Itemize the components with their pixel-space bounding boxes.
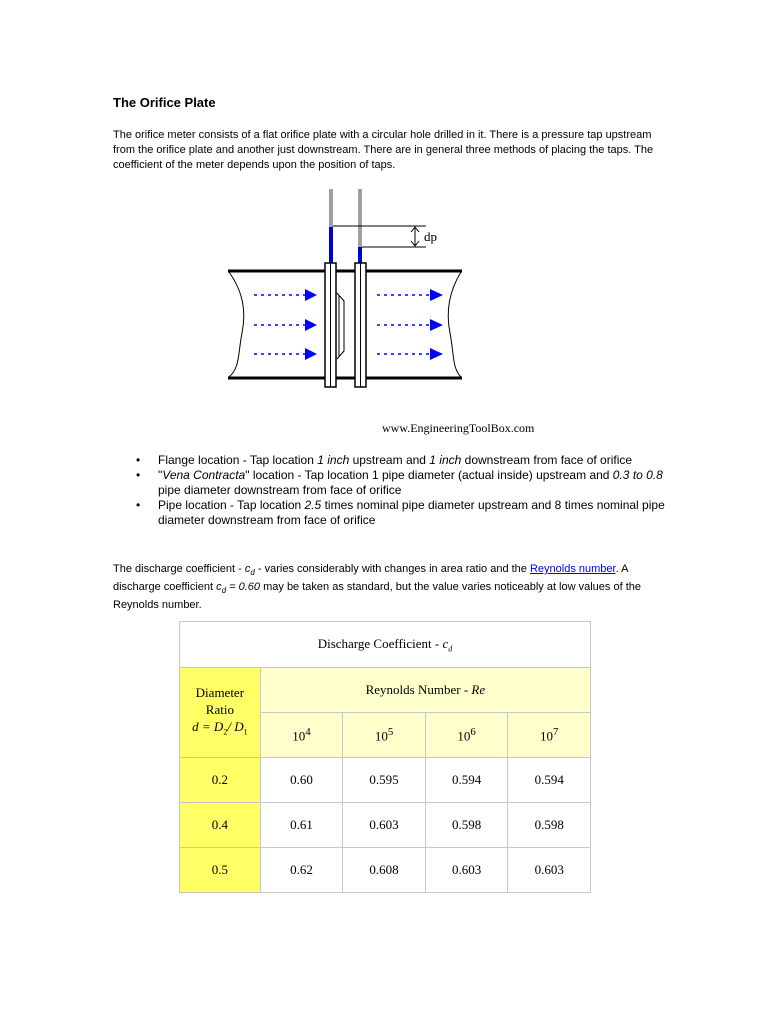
value-cell: 0.62 (260, 848, 343, 893)
upstream-flow-arrows (254, 289, 317, 360)
value-cell: 0.61 (260, 803, 343, 848)
list-item: • Flange location - Tap location 1 inch upstream and 1 inch downstream from face of orifice (136, 453, 633, 467)
intro-paragraph: The orifice meter consists of a flat orifice plate with a circular hole drilled in it. There is a pressure tap upstream from the orifice plate and another just downstream. There are in general three methods of placing the taps. The coefficient of the meter depends upon the position of taps. (113, 129, 654, 171)
re-column-header: $10^7$ (508, 713, 591, 758)
value-cell: 0.598 (508, 803, 591, 848)
table-row (180, 848, 591, 893)
image-credit: www.EngineeringToolBox.com (382, 421, 535, 435)
table-caption: Discharge Coefficient - $c_d$ (180, 622, 591, 668)
pipe-left-break (229, 272, 244, 377)
value-cell: 0.598 (425, 803, 508, 848)
orifice-diagram (216, 183, 556, 443)
reynolds-number-header: Reynolds Number - Re (260, 668, 590, 713)
dp-label: dp (424, 229, 437, 244)
page-title: The Orifice Plate (113, 95, 216, 110)
diameter-ratio-header: Diameter Ratio $d = D_2/$ $D_1$ (180, 668, 261, 758)
value-cell: 0.595 (343, 758, 426, 803)
value-cell: 0.603 (425, 848, 508, 893)
discharge-coefficient-table (179, 621, 591, 893)
ratio-cell: 0.4 (180, 803, 261, 848)
value-cell: 0.603 (343, 803, 426, 848)
re-column-header: $10^6$ (425, 713, 508, 758)
bullet: • (136, 453, 141, 467)
value-cell: 0.603 (508, 848, 591, 893)
re-column-header: $10^5$ (343, 713, 426, 758)
re-column-header: $10^4$ (260, 713, 343, 758)
pipe-right-break (448, 272, 461, 377)
list-item: • "Vena Contracta" location - Tap location 1 pipe diameter (actual inside) upstream and 0.3 to 0.8 pipe diameter downstream from face of orifice (136, 468, 663, 497)
bullet: • (136, 468, 141, 482)
bullet: • (136, 498, 141, 512)
value-cell: 0.60 (260, 758, 343, 803)
orifice-plate (337, 293, 344, 359)
table-row (180, 803, 591, 848)
ratio-cell: 0.2 (180, 758, 261, 803)
list-item: • Pipe location - Tap location 2.5 times nominal pipe diameter upstream and 8 times nominal pipe diameter downstream from face of orifice (136, 498, 665, 527)
downstream-flow-arrows (377, 289, 443, 360)
value-cell: 0.594 (508, 758, 591, 803)
discharge-paragraph: The discharge coefficient - $c_d$ - varies considerably with changes in area ratio and the Reynolds number. A discharge coefficient $c_d = 0.60$ may be taken as standard, but the value varies noticeably at low values of the Reynolds number. (113, 563, 641, 612)
ratio-cell: 0.5 (180, 848, 261, 893)
reynolds-number-link[interactable]: Reynolds number (529, 563, 616, 575)
value-cell: 0.608 (343, 848, 426, 893)
value-cell: 0.594 (425, 758, 508, 803)
tap-location-list (136, 453, 666, 528)
table-row (180, 758, 591, 803)
